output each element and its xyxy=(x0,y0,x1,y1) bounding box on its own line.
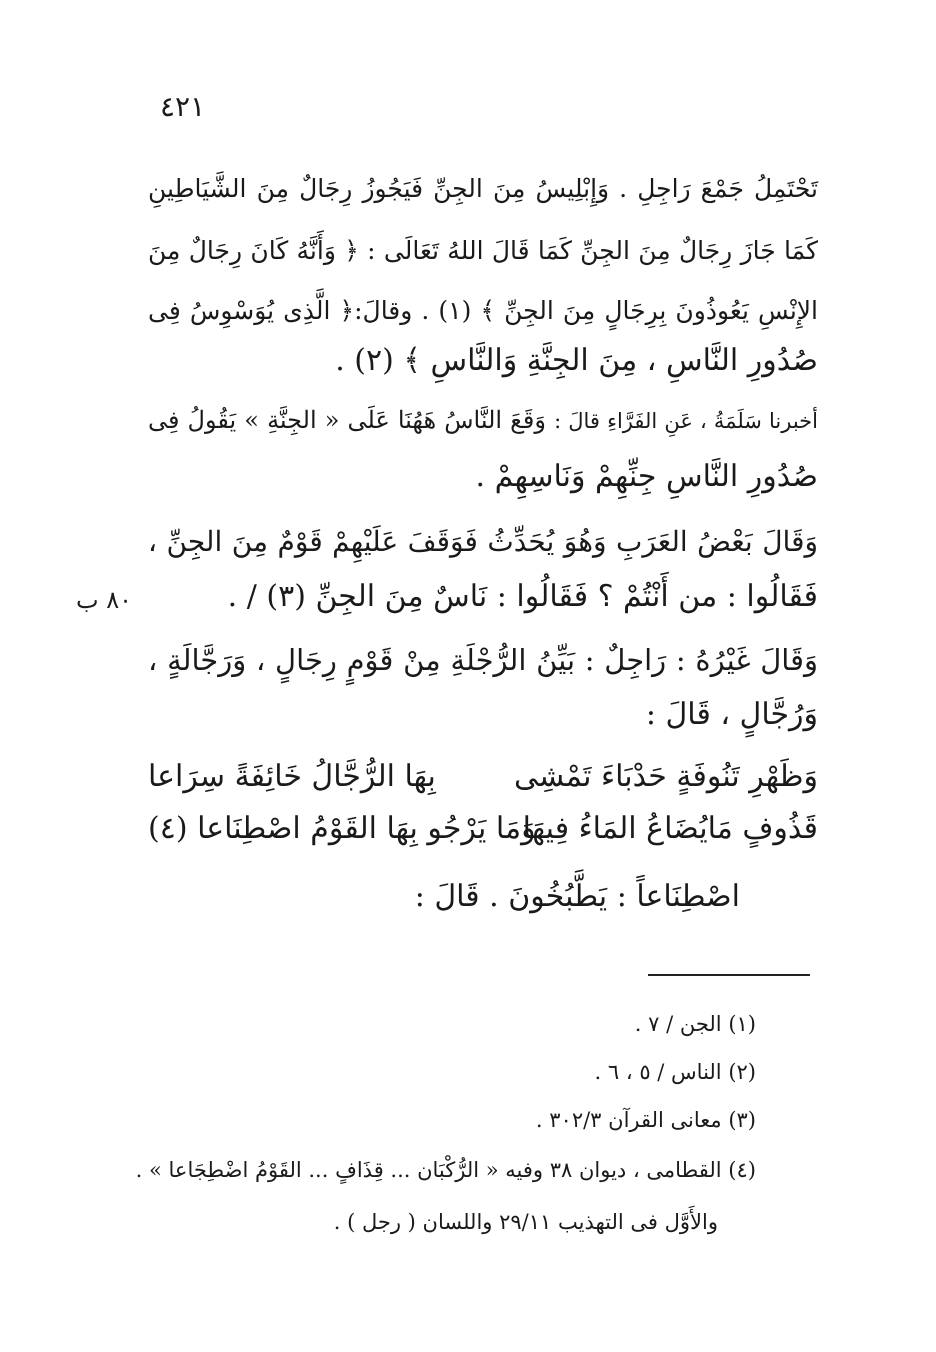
body-line-3: الإِنْسِ يَعُوذُونَ بِرِجَالٍ مِنَ الجِنِّ ﴾ (١) . وقالَ:﴿ الَّذِى يُوَسْوِسُ فِى xyxy=(148,296,818,325)
footnote-4-continued: والأَوَّل فى التهذيب ٢٩/١١ واللسان ( رجل ) . xyxy=(333,1210,718,1234)
para2-line-2: صُدُورِ النَّاسِ جِنِّهِمْ وَنَاسِهِمْ . xyxy=(475,459,818,494)
after-verse-line: اصْطِنَاعاً : يَطَّبُخُونَ . قَالَ : xyxy=(414,879,740,914)
verse-2-second-hemistich: وَمَا يَرْجُو بِهَا القَوْمُ اصْطِنَاعا (٤) xyxy=(148,811,536,846)
margin-note: ٨٠ ب xyxy=(76,586,133,614)
para3-line-2: فَقَالُوا : من أَنْتُمْ ؟ فَقَالُوا : نَاسٌ مِنَ الجِنِّ (٣) / . xyxy=(227,579,818,614)
body-line-1: تَحْتَمِلُ جَمْعَ رَاجِلِ . وَإِبْلِيسُ مِنَ الجِنِّ فَيَجُوزُ رِجَالٌ مِنَ الشَّيَاطِينِ xyxy=(148,174,818,203)
verse-1-first-hemistich: وَظَهْرِ تَنُوفَةٍ حَدْبَاءَ تَمْشِى xyxy=(513,759,818,794)
para2-line-1 xyxy=(148,408,818,432)
footnote-divider xyxy=(648,974,810,976)
footnote-3: (٣) معانى القرآن ٣٠٢/٣ . xyxy=(535,1108,756,1132)
verse-1-second-hemistich: بِهَا الرُّجَّالُ خَائِفَةً سِرَاعا xyxy=(148,759,436,794)
para2-prefix: أخبرنا سَلَمَةُ ، عَنِ الفَرَّاءِ قالَ : xyxy=(554,409,818,433)
footnote-4: (٤) القطامى ، ديوان ٣٨ وفيه « الرُّكْبَان ... قِذَافٍ ... القَوْمُ اضْطِجَاعا » . xyxy=(135,1158,756,1182)
footnote-1: (١) الجن / ٧ . xyxy=(634,1012,756,1036)
para2-line1-rest: وَقَعَ النَّاسُ هَهُنَا عَلَى « الجِنَّةِ » يَقُولُ فِى xyxy=(148,406,546,434)
para4-line-2: وَرُجَّالٍ ، قَالَ : xyxy=(645,697,818,732)
para3-line-1: وَقَالَ بَعْضُ العَرَبِ وَهُوَ يُحَدِّثُ فَوَقَفَ عَلَيْهِمْ قَوْمٌ مِنَ الجِنِّ ، xyxy=(148,525,818,558)
page-number: ٤٢١ xyxy=(160,90,206,123)
footnote-2: (٢) الناس / ٥ ، ٦ . xyxy=(594,1060,756,1084)
para4-line-1: وَقَالَ غَيْرُهُ : رَاجِلٌ : بَيِّنُ الرُّجْلَةِ مِنْ قَوْمٍ رِجَالٍ ، وَرَجَّالَةٍ ، xyxy=(148,643,818,677)
body-line-4: صُدُورِ النَّاسِ ، مِنَ الجِنَّةِ وَالنَّاسِ ﴾ (٢) . xyxy=(335,343,818,378)
verse-2-first-hemistich: قَذُوفٍ مَايُضَاعُ المَاءُ فِيهَا xyxy=(522,811,818,846)
body-line-2: كَمَا جَازَ رِجَالٌ مِنَ الجِنِّ كَمَا قَالَ اللهُ تَعَالَى : ﴿ وَأَنَّهُ كَانَ رِجَالٌ مِنَ xyxy=(148,236,818,265)
